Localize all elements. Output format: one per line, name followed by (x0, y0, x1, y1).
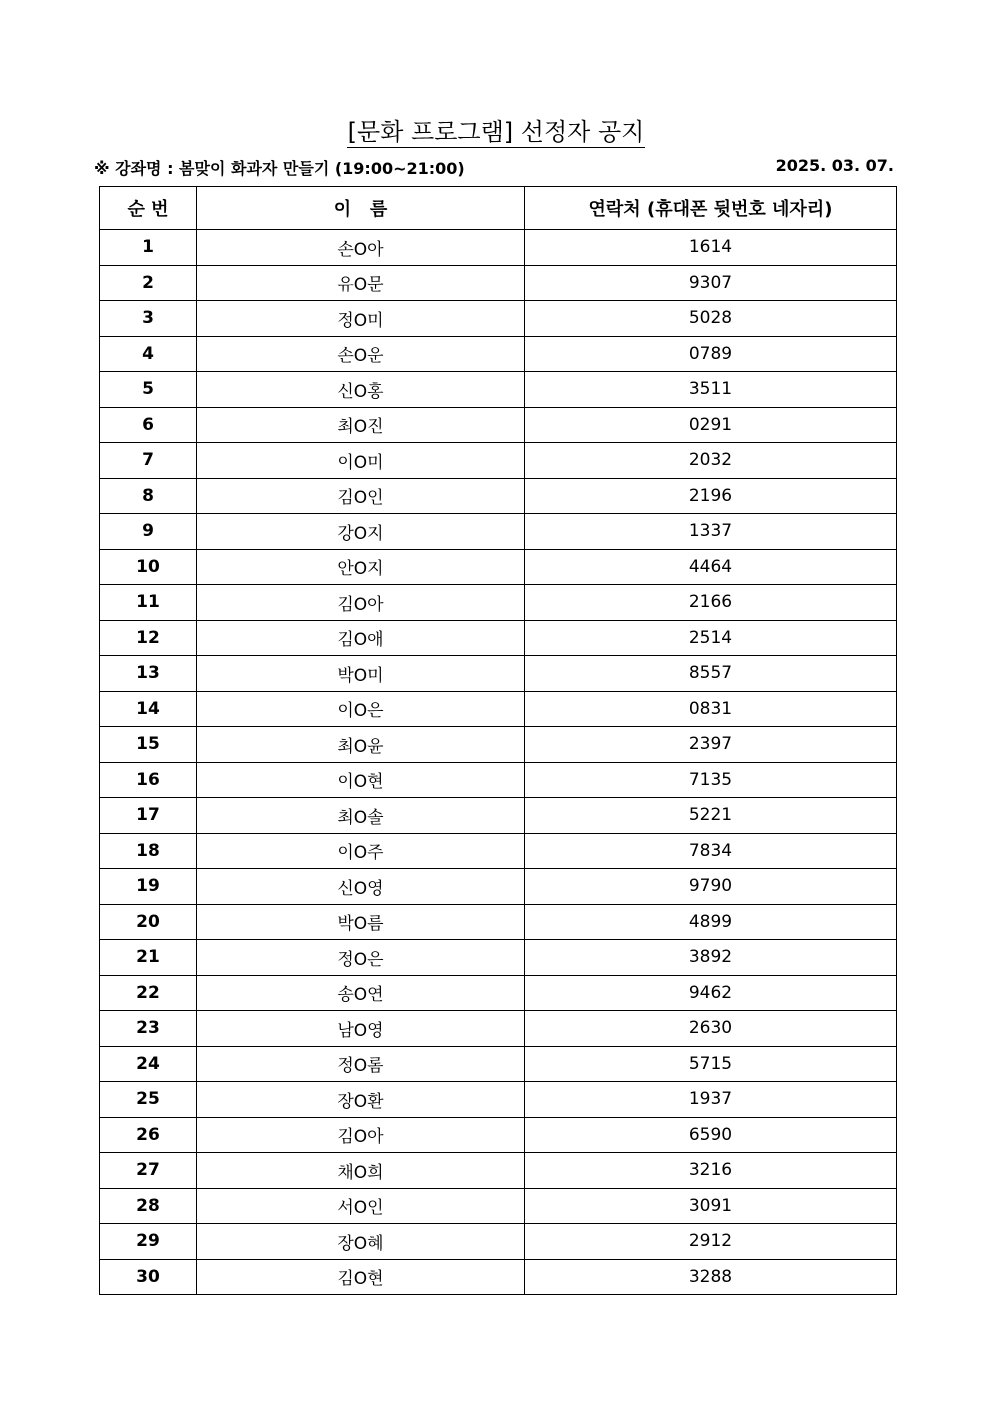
row-number: 2 (100, 265, 197, 301)
participant-name: 장O혜 (197, 1224, 525, 1260)
row-number: 21 (100, 940, 197, 976)
phone-last-four: 0291 (525, 407, 897, 443)
phone-last-four: 0789 (525, 336, 897, 372)
phone-last-four: 7135 (525, 762, 897, 798)
participant-name: 정O롬 (197, 1046, 525, 1082)
table-row (100, 975, 897, 1011)
participant-name: 박O미 (197, 656, 525, 692)
row-number: 3 (100, 301, 197, 337)
participant-name: 채O희 (197, 1153, 525, 1189)
table-row (100, 372, 897, 408)
table-row (100, 656, 897, 692)
phone-last-four: 2397 (525, 727, 897, 763)
table-row (100, 620, 897, 656)
table-row (100, 869, 897, 905)
phone-last-four: 2166 (525, 585, 897, 621)
table-row (100, 443, 897, 479)
row-number: 8 (100, 478, 197, 514)
phone-last-four: 3091 (525, 1188, 897, 1224)
table-row (100, 514, 897, 550)
row-number: 17 (100, 798, 197, 834)
phone-last-four: 4464 (525, 549, 897, 585)
participant-name: 이O은 (197, 691, 525, 727)
row-number: 5 (100, 372, 197, 408)
phone-last-four: 3892 (525, 940, 897, 976)
table-row (100, 1188, 897, 1224)
table-row (100, 407, 897, 443)
row-number: 14 (100, 691, 197, 727)
selected-participants-table (99, 186, 897, 1295)
row-number: 11 (100, 585, 197, 621)
participant-name: 이O주 (197, 833, 525, 869)
table-row (100, 1046, 897, 1082)
table-row (100, 585, 897, 621)
participant-name: 김O인 (197, 478, 525, 514)
participant-name: 이O미 (197, 443, 525, 479)
phone-last-four: 2032 (525, 443, 897, 479)
row-number: 18 (100, 833, 197, 869)
table-row (100, 230, 897, 266)
phone-last-four: 6590 (525, 1117, 897, 1153)
table-row (100, 1224, 897, 1260)
participant-name: 박O름 (197, 904, 525, 940)
row-number: 16 (100, 762, 197, 798)
row-number: 15 (100, 727, 197, 763)
table-row (100, 265, 897, 301)
row-number: 7 (100, 443, 197, 479)
row-number: 29 (100, 1224, 197, 1260)
page-title (0, 112, 992, 147)
participant-name: 김O현 (197, 1259, 525, 1295)
row-number: 6 (100, 407, 197, 443)
row-number: 27 (100, 1153, 197, 1189)
table-row (100, 691, 897, 727)
table-row (100, 940, 897, 976)
phone-last-four: 3288 (525, 1259, 897, 1295)
row-number: 23 (100, 1011, 197, 1047)
participant-name: 신O영 (197, 869, 525, 905)
row-number: 13 (100, 656, 197, 692)
participant-name: 손O운 (197, 336, 525, 372)
participant-name: 최O솔 (197, 798, 525, 834)
row-number: 4 (100, 336, 197, 372)
participant-name: 이O현 (197, 762, 525, 798)
phone-last-four: 8557 (525, 656, 897, 692)
participant-name: 김O아 (197, 585, 525, 621)
phone-last-four: 4899 (525, 904, 897, 940)
participant-name: 정O미 (197, 301, 525, 337)
phone-last-four: 2912 (525, 1224, 897, 1260)
row-number: 26 (100, 1117, 197, 1153)
phone-last-four: 7834 (525, 833, 897, 869)
phone-last-four: 3216 (525, 1153, 897, 1189)
phone-last-four: 3511 (525, 372, 897, 408)
notice-date: 2025. 03. 07. (775, 156, 894, 175)
phone-last-four: 1614 (525, 230, 897, 266)
row-number: 9 (100, 514, 197, 550)
row-number: 10 (100, 549, 197, 585)
participant-name: 정O은 (197, 940, 525, 976)
row-number: 19 (100, 869, 197, 905)
row-number: 12 (100, 620, 197, 656)
row-number: 30 (100, 1259, 197, 1295)
header-name: 이 름 (197, 187, 525, 230)
page-title-text: [문화 프로그램] 선정자 공지 (347, 118, 645, 146)
header-number: 순 번 (100, 187, 197, 230)
phone-last-four: 1937 (525, 1082, 897, 1118)
participant-name: 최O윤 (197, 727, 525, 763)
row-number: 22 (100, 975, 197, 1011)
participant-name: 남O영 (197, 1011, 525, 1047)
table-row (100, 1117, 897, 1153)
table-row (100, 1082, 897, 1118)
table-row (100, 1011, 897, 1047)
participant-name: 손O아 (197, 230, 525, 266)
table-row (100, 727, 897, 763)
row-number: 20 (100, 904, 197, 940)
participant-name: 김O애 (197, 620, 525, 656)
table-row (100, 1153, 897, 1189)
table-row (100, 762, 897, 798)
row-number: 28 (100, 1188, 197, 1224)
phone-last-four: 9462 (525, 975, 897, 1011)
table-row (100, 301, 897, 337)
participant-name: 안O지 (197, 549, 525, 585)
phone-last-four: 9307 (525, 265, 897, 301)
participant-name: 장O환 (197, 1082, 525, 1118)
table-row (100, 833, 897, 869)
table-row (100, 904, 897, 940)
phone-last-four: 0831 (525, 691, 897, 727)
participant-name: 송O연 (197, 975, 525, 1011)
phone-last-four: 9790 (525, 869, 897, 905)
participant-name: 신O홍 (197, 372, 525, 408)
phone-last-four: 5221 (525, 798, 897, 834)
phone-last-four: 2514 (525, 620, 897, 656)
table-header-row (100, 187, 897, 230)
participant-name: 유O문 (197, 265, 525, 301)
table-row (100, 336, 897, 372)
participant-name: 최O진 (197, 407, 525, 443)
phone-last-four: 5715 (525, 1046, 897, 1082)
participant-name: 서O인 (197, 1188, 525, 1224)
table-row (100, 798, 897, 834)
phone-last-four: 5028 (525, 301, 897, 337)
course-info-line (94, 156, 894, 178)
row-number: 25 (100, 1082, 197, 1118)
participant-name: 김O아 (197, 1117, 525, 1153)
row-number: 24 (100, 1046, 197, 1082)
phone-last-four: 2196 (525, 478, 897, 514)
row-number: 1 (100, 230, 197, 266)
table-row (100, 1259, 897, 1295)
phone-last-four: 1337 (525, 514, 897, 550)
header-phone: 연락처 (휴대폰 뒷번호 네자리) (525, 187, 897, 230)
participant-name: 강O지 (197, 514, 525, 550)
phone-last-four: 2630 (525, 1011, 897, 1047)
table-row (100, 478, 897, 514)
course-name: ※ 강좌명 : 봄맞이 화과자 만들기 (19:00~21:00) (94, 159, 465, 178)
table-row (100, 549, 897, 585)
